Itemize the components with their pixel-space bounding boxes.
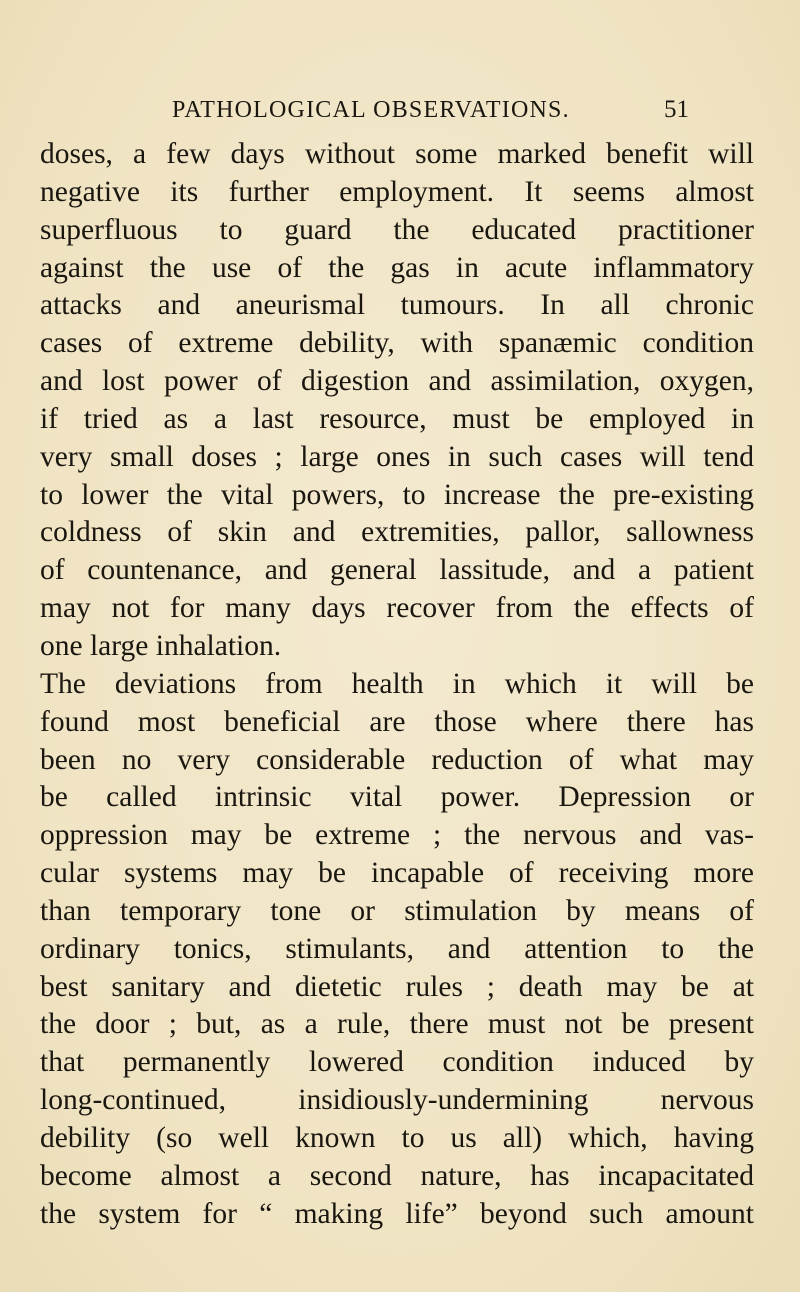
text-line: cular systems may be incapable of receiving more (40, 857, 754, 890)
text-line: The deviations from health in which it will be (40, 667, 754, 700)
text-line: found most beneficial are those where there has (40, 705, 754, 738)
text-line: oppression may be extreme ; the nervous and vas- (40, 819, 754, 852)
text-line: been no very considerable reduction of what may (40, 743, 754, 776)
text-line: the door ; but, as a rule, there must not be present (40, 1008, 754, 1041)
text-line: doses, a few days without some marked benefit will (40, 138, 754, 170)
page-number: 51 (664, 96, 689, 123)
text-line: attacks and aneurismal tumours. In all chronic (40, 289, 754, 322)
text-line: of countenance, and general lassitude, and a patient (40, 554, 754, 587)
running-header (0, 92, 800, 128)
text-line: be called intrinsic vital power. Depression or (40, 781, 754, 814)
text-line: may not for many days recover from the effects of (40, 592, 754, 625)
text-line: one large inhalation. (40, 629, 282, 662)
text-line: very small doses ; large ones in such cases will tend (40, 440, 754, 473)
text-line: long-continued, insidiously-undermining nervous (40, 1084, 754, 1117)
text-line: become almost a second nature, has incapacitated (40, 1159, 754, 1192)
text-line: the system for “ making life” beyond such amount (40, 1197, 754, 1230)
text-line: that permanently lowered condition induced by (40, 1046, 754, 1079)
text-line: ordinary tonics, stimulants, and attention to the (40, 932, 754, 965)
running-title: PATHOLOGICAL OBSERVATIONS. (172, 97, 570, 123)
text-line: if tried as a last resource, must be employed in (40, 402, 754, 435)
text-line: superfluous to guard the educated practitioner (40, 213, 754, 246)
body-text (40, 136, 754, 1233)
text-line: than temporary tone or stimulation by means of (40, 894, 754, 927)
text-line: negative its further employment. It seems almost (40, 175, 754, 208)
text-line: debility (so well known to us all) which, having (40, 1121, 754, 1154)
text-line: best sanitary and dietetic rules ; death may be at (40, 970, 754, 1003)
text-line: and lost power of digestion and assimilation, oxygen, (40, 365, 754, 398)
text-line: cases of extreme debility, with spanæmic condition (40, 327, 754, 360)
text-line: coldness of skin and extremities, pallor, sallowness (40, 516, 754, 549)
text-line: to lower the vital powers, to increase the pre-existing (40, 478, 754, 511)
text-line: against the use of the gas in acute inflammatory (40, 251, 754, 284)
